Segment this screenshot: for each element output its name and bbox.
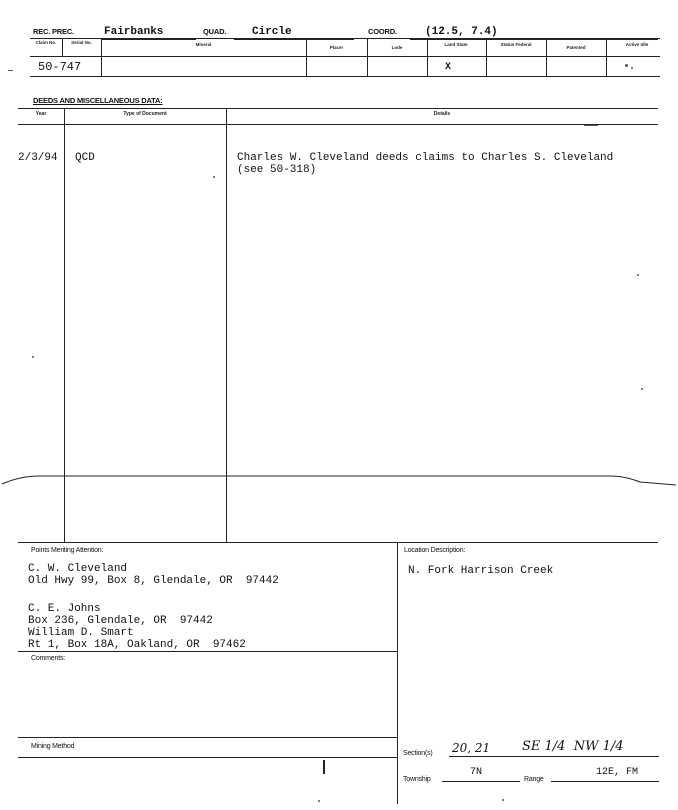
land-state-mark: X — [445, 62, 452, 73]
col-status-federal: Status Federal — [500, 42, 532, 47]
points-line: William D. Smart — [28, 627, 134, 639]
mining-method-label: Mining Method — [31, 743, 75, 750]
claim-no-value: 50-747 — [38, 60, 82, 74]
deed-type: QCD — [75, 152, 95, 164]
coord-label: COORD. — [368, 27, 397, 36]
points-line: C. W. Cleveland — [28, 563, 128, 575]
section-value: 20, 21 — [452, 741, 491, 755]
section-label: Section(s) — [403, 750, 433, 757]
range-value: 12E, FM — [596, 767, 639, 778]
comments-label: Comments: — [31, 655, 65, 662]
col-details: Details — [433, 111, 451, 117]
col-serial-no: Serial No. — [71, 40, 92, 45]
section-underline — [449, 756, 659, 757]
deed-details-line1: Charles W. Cleveland deeds claims to Charles S. Cleveland — [237, 152, 614, 164]
deed-year: 2/3/94 — [18, 152, 58, 164]
township-underline — [442, 781, 520, 782]
location-description-label: Location Description: — [404, 547, 466, 554]
quad-label: QUAD. — [203, 27, 227, 36]
bottom-vertical-divider — [397, 542, 398, 804]
rec-prec-label: REC. PREC. — [33, 27, 74, 36]
rec-prec-underline — [101, 39, 196, 40]
coord-value: (12.5, 7.4) — [425, 26, 498, 38]
pencil-mark — [323, 760, 325, 774]
col-land-state: Land State — [444, 42, 468, 47]
comments-divider — [18, 651, 398, 652]
points-line: Rt 1, Box 18A, Oakland, OR 97462 — [28, 639, 246, 651]
section-handwritten-quarters: SE 1/4 NW 1/4 — [522, 739, 624, 754]
township-label: Township — [403, 776, 431, 783]
deeds-section-title: DEEDS AND MISCELLANEOUS DATA: — [33, 96, 163, 105]
range-label: Range — [524, 776, 544, 783]
col-placer: Placer — [329, 45, 344, 50]
township-value: 7N — [470, 767, 483, 778]
mining-method-underline — [18, 757, 398, 758]
rec-prec-value: Fairbanks — [104, 26, 164, 38]
points-line: C. E. Johns — [28, 603, 101, 615]
col-type-of-document: Type of Document — [123, 111, 167, 117]
col-claim-no: Claim No. — [35, 40, 57, 45]
col-year: Year — [35, 111, 47, 117]
points-line: Old Hwy 99, Box 8, Glendale, OR 97442 — [28, 575, 279, 587]
points-line: Box 236, Glendale, OR 97442 — [28, 615, 213, 627]
col-patented: Patented — [566, 45, 586, 50]
quad-underline — [234, 39, 354, 40]
deed-details-line2: (see 50-318) — [237, 164, 317, 176]
bottom-section-divider — [18, 542, 658, 543]
coord-underline — [410, 39, 658, 40]
col-mineral: Mineral — [195, 42, 212, 47]
points-label: Points Meriting Attention: — [31, 547, 104, 554]
range-underline — [551, 781, 659, 782]
col-active-idle: Active Idle — [625, 42, 649, 47]
mining-method-divider — [18, 737, 398, 738]
quad-value: Circle — [252, 26, 292, 38]
location-description-value: N. Fork Harrison Creek — [408, 565, 554, 577]
fold-crease-line — [0, 466, 678, 496]
col-lode: Lode — [391, 45, 403, 50]
